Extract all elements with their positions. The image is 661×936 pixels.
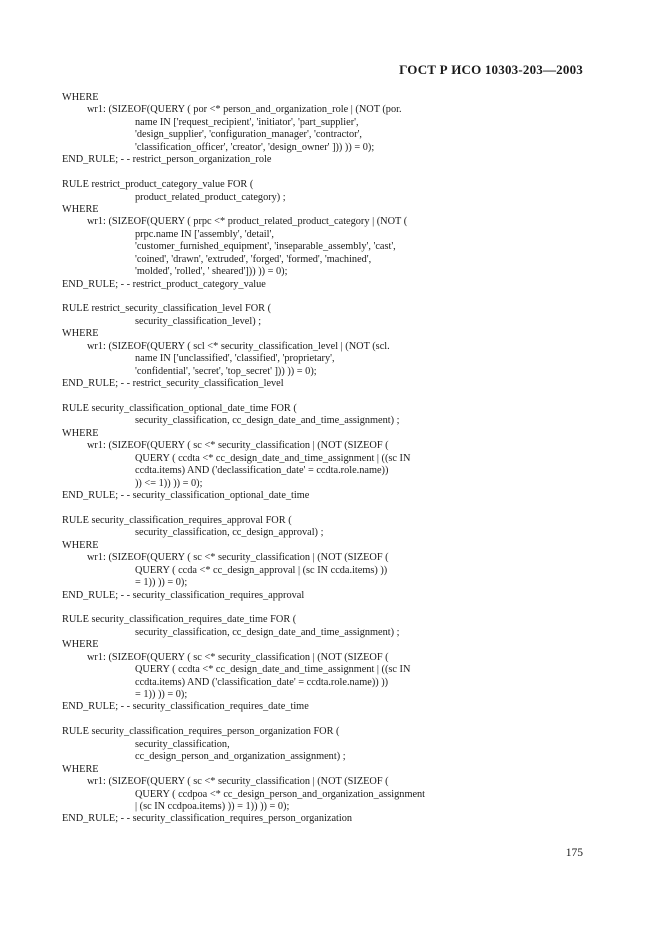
code-line: = 1)) )) = 0); (135, 689, 188, 700)
code-line: wr1: (SIZEOF(QUERY ( por <* person_and_organization_role | (NOT (por. (87, 104, 402, 116)
page-number: 175 (565, 847, 583, 859)
code-line: security_classification, cc_design_approval) ; (135, 527, 324, 539)
code-line: name IN ['unclassified', 'classified', 'proprietary', (135, 353, 335, 365)
code-line: QUERY ( ccda <* cc_design_approval | (sc IN ccda.items) )) (135, 564, 388, 576)
code-line: 'customer_furnished_equipment', 'inseparable_assembly', 'cast', (135, 241, 396, 253)
code-line: END_RULE; - - restrict_product_category_value (62, 278, 266, 290)
code-line: END_RULE; - - restrict_person_organization_role (62, 154, 272, 166)
code-line: | (sc IN ccdpoa.items) )) = 1)) )) = 0); (135, 800, 290, 812)
code-line: RULE security_classification_requires_person_organization FOR ( (62, 726, 340, 738)
code-line: END_RULE; - - security_classification_requires_person_organization (62, 813, 353, 825)
code-line: RULE restrict_security_classification_level FOR ( (62, 303, 272, 315)
code-line: END_RULE; - - security_classification_requires_approval (62, 589, 305, 601)
code-line: wr1: (SIZEOF(QUERY ( scl <* security_classification_level | (NOT (scl. (87, 340, 390, 352)
express-code-block (62, 92, 602, 826)
code-line: cc_design_person_and_organization_assignment) ; (135, 751, 346, 763)
code-line: END_RULE; - - security_classification_optional_date_time (62, 490, 310, 501)
code-line: WHERE (62, 639, 99, 651)
code-line: QUERY ( ccdta <* cc_design_date_and_time_assignment | ((sc IN (135, 452, 411, 464)
code-line: security_classification, (135, 738, 230, 750)
blank-line (62, 291, 602, 303)
code-line: RULE security_classification_requires_date_time FOR ( (62, 614, 297, 626)
blank-line (62, 167, 602, 179)
blank-line (62, 602, 602, 614)
code-line: QUERY ( ccdpoa <* cc_design_person_and_organization_assignment (135, 788, 426, 800)
code-line: prpc.name IN ['assembly', 'detail', (135, 228, 274, 240)
code-line: 'confidential', 'secret', 'top_secret' ])) )) = 0); (135, 365, 317, 377)
code-line: security_classification_level) ; (135, 315, 262, 327)
code-line: ccdta.items) AND ('declassification_date' = ccdta.role.name)) (135, 465, 389, 477)
code-line: WHERE (62, 427, 99, 439)
code-line: product_related_product_category) ; (135, 191, 286, 203)
code-line: 'coined', 'drawn', 'extruded', 'forged', 'formed', 'machined', (135, 253, 372, 265)
code-line: RULE security_classification_optional_date_time FOR ( (62, 402, 297, 414)
blank-line (62, 714, 602, 726)
code-line: security_classification, cc_design_date_and_time_assignment) ; (135, 415, 400, 427)
page-header-standard-number: ГОСТ Р ИСО 10303-203—2003 (399, 62, 583, 77)
code-line: WHERE (62, 539, 99, 551)
code-line: wr1: (SIZEOF(QUERY ( prpc <* product_related_product_category | (NOT ( (87, 216, 408, 228)
code-line: QUERY ( ccdta <* cc_design_date_and_time_assignment | ((sc IN (135, 664, 411, 676)
blank-line (62, 502, 602, 514)
code-line: wr1: (SIZEOF(QUERY ( sc <* security_classification | (NOT (SIZEOF ( (87, 776, 389, 788)
code-line: 'classification_officer', 'creator', 'design_owner' ])) )) = 0); (135, 141, 375, 153)
code-line: WHERE (62, 763, 99, 775)
code-line: END_RULE; - - security_classification_requires_date_time (62, 701, 309, 713)
code-line: ccdta.items) AND ('classification_date' = ccdta.role.name)) )) (135, 676, 389, 688)
code-line: WHERE (62, 203, 99, 215)
code-line: 'molded', 'rolled', ' sheared'])) )) = 0); (135, 266, 288, 278)
code-line: RULE security_classification_requires_approval FOR ( (62, 514, 292, 526)
blank-line (62, 391, 602, 403)
code-line: = 1)) )) = 0); (135, 577, 188, 589)
code-line: wr1: (SIZEOF(QUERY ( sc <* security_classification | (NOT (SIZEOF ( (87, 651, 389, 663)
code-line: WHERE (62, 328, 99, 340)
code-line: wr1: (SIZEOF(QUERY ( sc <* security_classification | (NOT (SIZEOF ( (87, 552, 389, 564)
code-line: name IN ['request_recipient', 'initiator', 'part_supplier', (135, 116, 359, 128)
code-line: END_RULE; - - restrict_security_classification_level (62, 378, 284, 390)
code-line: RULE restrict_product_category_value FOR ( (62, 179, 254, 191)
code-line: 'design_supplier', 'configuration_manager', 'contractor', (135, 129, 363, 141)
code-line: )) <= 1)) )) = 0); (135, 477, 203, 489)
code-line: WHERE (62, 92, 99, 103)
code-line: wr1: (SIZEOF(QUERY ( sc <* security_classification | (NOT (SIZEOF ( (87, 440, 389, 452)
code-line: security_classification, cc_design_date_and_time_assignment) ; (135, 626, 400, 638)
